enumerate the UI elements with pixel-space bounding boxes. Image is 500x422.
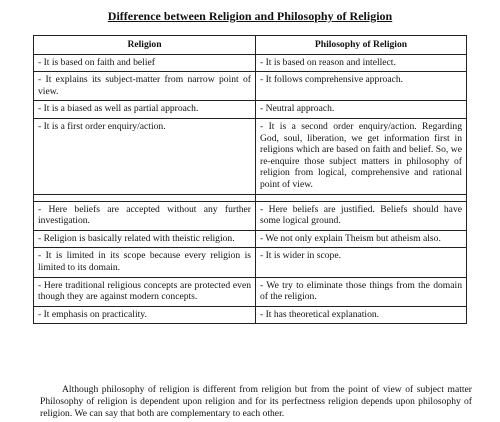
- spacer-row: [34, 194, 467, 201]
- philosophy-cell: - It has theoretical explanation.: [256, 306, 467, 324]
- religion-cell: - Here traditional religious concepts are protected even though they are against modern concepts.: [34, 277, 256, 306]
- religion-cell: - It explains its subject-matter from narrow point of view.: [34, 72, 256, 101]
- religion-cell: - It is based on faith and belief: [34, 54, 256, 72]
- philosophy-cell: - Here beliefs are justified. Beliefs should have some logical ground.: [256, 201, 467, 230]
- religion-cell: - Here beliefs are accepted without any further investigation.: [34, 201, 256, 230]
- document-title: Difference between Religion and Philosophy of Religion: [107, 9, 393, 23]
- table-header-row: [34, 36, 467, 55]
- philosophy-cell: - It is a second order enquiry/action. Regarding God, soul, liberation, we get information first in religions which are based on faith and belief. So, we re-enquire those subject matters in philosophy of religion from logical, comprehensive and rational point of view.: [256, 118, 467, 194]
- table-row: [34, 118, 467, 194]
- religion-cell: - It is a first order enquiry/action.: [34, 118, 256, 194]
- religion-cell: - It is limited in its scope because every religion is limited to its domain.: [34, 248, 256, 277]
- philosophy-cell: - We try to eliminate those things from the domain of the religion.: [256, 277, 467, 306]
- table-row: [34, 277, 467, 306]
- philosophy-cell: - It follows comprehensive approach.: [256, 72, 467, 101]
- philosophy-cell: - We not only explain Theism but atheism also.: [256, 230, 467, 248]
- spacer-cell: [34, 194, 256, 201]
- table-row: [34, 101, 467, 119]
- table-row: [34, 54, 467, 72]
- summary-paragraph: Although philosophy of religion is different from religion but from the point of view of subject matter Philosophy of religion is dependent upon religion and for its perfectness religion depends upon philosophy of religion. We can say that both are complementary to each other.: [40, 383, 472, 419]
- table-row: [34, 72, 467, 101]
- religion-cell: - It is a biased as well as partial approach.: [34, 101, 256, 119]
- table-row: [34, 201, 467, 230]
- religion-cell: - It emphasis on practicality.: [34, 306, 256, 324]
- table-row: [34, 230, 467, 248]
- comparison-table: [33, 35, 467, 324]
- header-philosophy-of-religion: Philosophy of Religion: [256, 36, 467, 55]
- philosophy-cell: - It is wider in scope.: [256, 248, 467, 277]
- table-row: [34, 248, 467, 277]
- table-row: [34, 306, 467, 324]
- philosophy-cell: - Neutral approach.: [256, 101, 467, 119]
- spacer-cell: [256, 194, 467, 201]
- religion-cell: - Religion is basically related with theistic religion.: [34, 230, 256, 248]
- header-religion: Religion: [34, 36, 256, 55]
- philosophy-cell: - It is based on reason and intellect.: [256, 54, 467, 72]
